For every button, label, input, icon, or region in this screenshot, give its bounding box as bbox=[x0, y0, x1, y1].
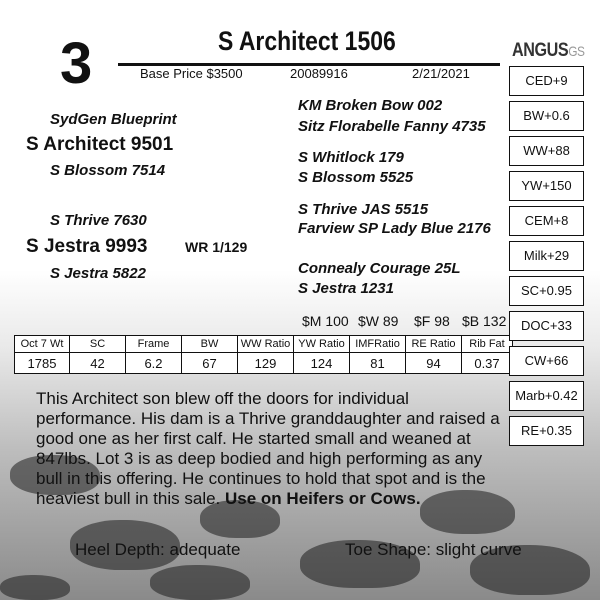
epd-ced: CED+9 bbox=[509, 66, 584, 96]
table-cell: 129 bbox=[238, 353, 294, 374]
table-cell: 0.37 bbox=[462, 353, 513, 374]
base-price: Base Price $3500 bbox=[140, 66, 243, 81]
index-w: $W 89 bbox=[358, 313, 399, 329]
epd-bw: BW+0.6 bbox=[509, 101, 584, 131]
index-m: $M 100 bbox=[302, 313, 349, 329]
table-header-cell: BW bbox=[182, 336, 238, 353]
dam-dam-sire: Connealy Courage 25L bbox=[298, 260, 461, 277]
dam-sire: S Thrive 7630 bbox=[50, 212, 147, 229]
table-cell: 67 bbox=[182, 353, 238, 374]
table-header-cell: Rib Fat bbox=[462, 336, 513, 353]
heel-depth: Heel Depth: adequate bbox=[75, 540, 241, 559]
birth-date: 2/21/2021 bbox=[412, 66, 470, 81]
epd-yw: YW+150 bbox=[509, 171, 584, 201]
table-header-cell: WW Ratio bbox=[238, 336, 294, 353]
dam-sire-dam: Farview SP Lady Blue 2176 bbox=[298, 220, 491, 237]
index-b: $B 132 bbox=[462, 313, 507, 329]
animal-name: S Architect 1506 bbox=[218, 26, 396, 56]
table-row bbox=[15, 353, 513, 374]
dam-dam: S Jestra 5822 bbox=[50, 265, 146, 282]
lot-number: 3 bbox=[60, 31, 93, 96]
table-cell: 1785 bbox=[15, 353, 70, 374]
epd-marb: Marb+0.42 bbox=[509, 381, 584, 411]
dam-sire-sire: S Thrive JAS 5515 bbox=[298, 201, 429, 218]
epd-ww: WW+88 bbox=[509, 136, 584, 166]
performance-table bbox=[14, 335, 513, 374]
table-cell: 6.2 bbox=[126, 353, 182, 374]
sire-sire: SydGen Blueprint bbox=[50, 111, 177, 128]
sire-dam: S Blossom 7514 bbox=[50, 162, 166, 179]
table-cell: 124 bbox=[294, 353, 350, 374]
sire-dam-sire: S Whitlock 179 bbox=[298, 149, 404, 166]
toe-shape: Toe Shape: slight curve bbox=[345, 540, 522, 559]
table-cell: 81 bbox=[350, 353, 406, 374]
description-text: This Architect son blew off the doors for individual performance. His dam is a Thrive granddaughter and raised a good one as her first calf. He started small and weaned at 847lbs. Lot 3 is as deep bodied and high performing as any bull in this offering. He continues to hold that spot and is the heaviest bull in this sale. bbox=[36, 389, 500, 508]
table-header-cell: Oct 7 Wt bbox=[15, 336, 70, 353]
index-f: $F 98 bbox=[414, 313, 450, 329]
sire-dam-dam: S Blossom 5525 bbox=[298, 169, 414, 186]
table-header-cell: RE Ratio bbox=[406, 336, 462, 353]
table-header-row bbox=[15, 336, 513, 353]
usage-recommendation: Use on Heifers or Cows. bbox=[225, 489, 421, 508]
epd-milk: Milk+29 bbox=[509, 241, 584, 271]
registration-number: 20089916 bbox=[290, 66, 348, 81]
table-cell: 42 bbox=[70, 353, 126, 374]
sire-sire-sire: KM Broken Bow 002 bbox=[298, 97, 443, 114]
epd-doc: DOC+33 bbox=[509, 311, 584, 341]
table-header-cell: YW Ratio bbox=[294, 336, 350, 353]
epd-sc: SC+0.95 bbox=[509, 276, 584, 306]
epd-re: RE+0.35 bbox=[509, 416, 584, 446]
epd-column bbox=[509, 66, 584, 451]
table-header-cell: SC bbox=[70, 336, 126, 353]
table-header-cell: Frame bbox=[126, 336, 182, 353]
sire: S Architect 9501 bbox=[26, 134, 174, 155]
dam: S Jestra 9993 bbox=[26, 236, 148, 257]
epd-cw: CW+66 bbox=[509, 346, 584, 376]
sire-sire-dam: Sitz Florabelle Fanny 4735 bbox=[298, 118, 486, 135]
epd-cem: CEM+8 bbox=[509, 206, 584, 236]
dam-dam-dam: S Jestra 1231 bbox=[298, 280, 394, 297]
breed-logo: ANGUSGS bbox=[512, 40, 585, 61]
dam-weaning-ratio: WR 1/129 bbox=[185, 239, 248, 255]
table-cell: 94 bbox=[406, 353, 462, 374]
lot-description bbox=[36, 389, 506, 509]
table-header-cell: IMFRatio bbox=[350, 336, 406, 353]
